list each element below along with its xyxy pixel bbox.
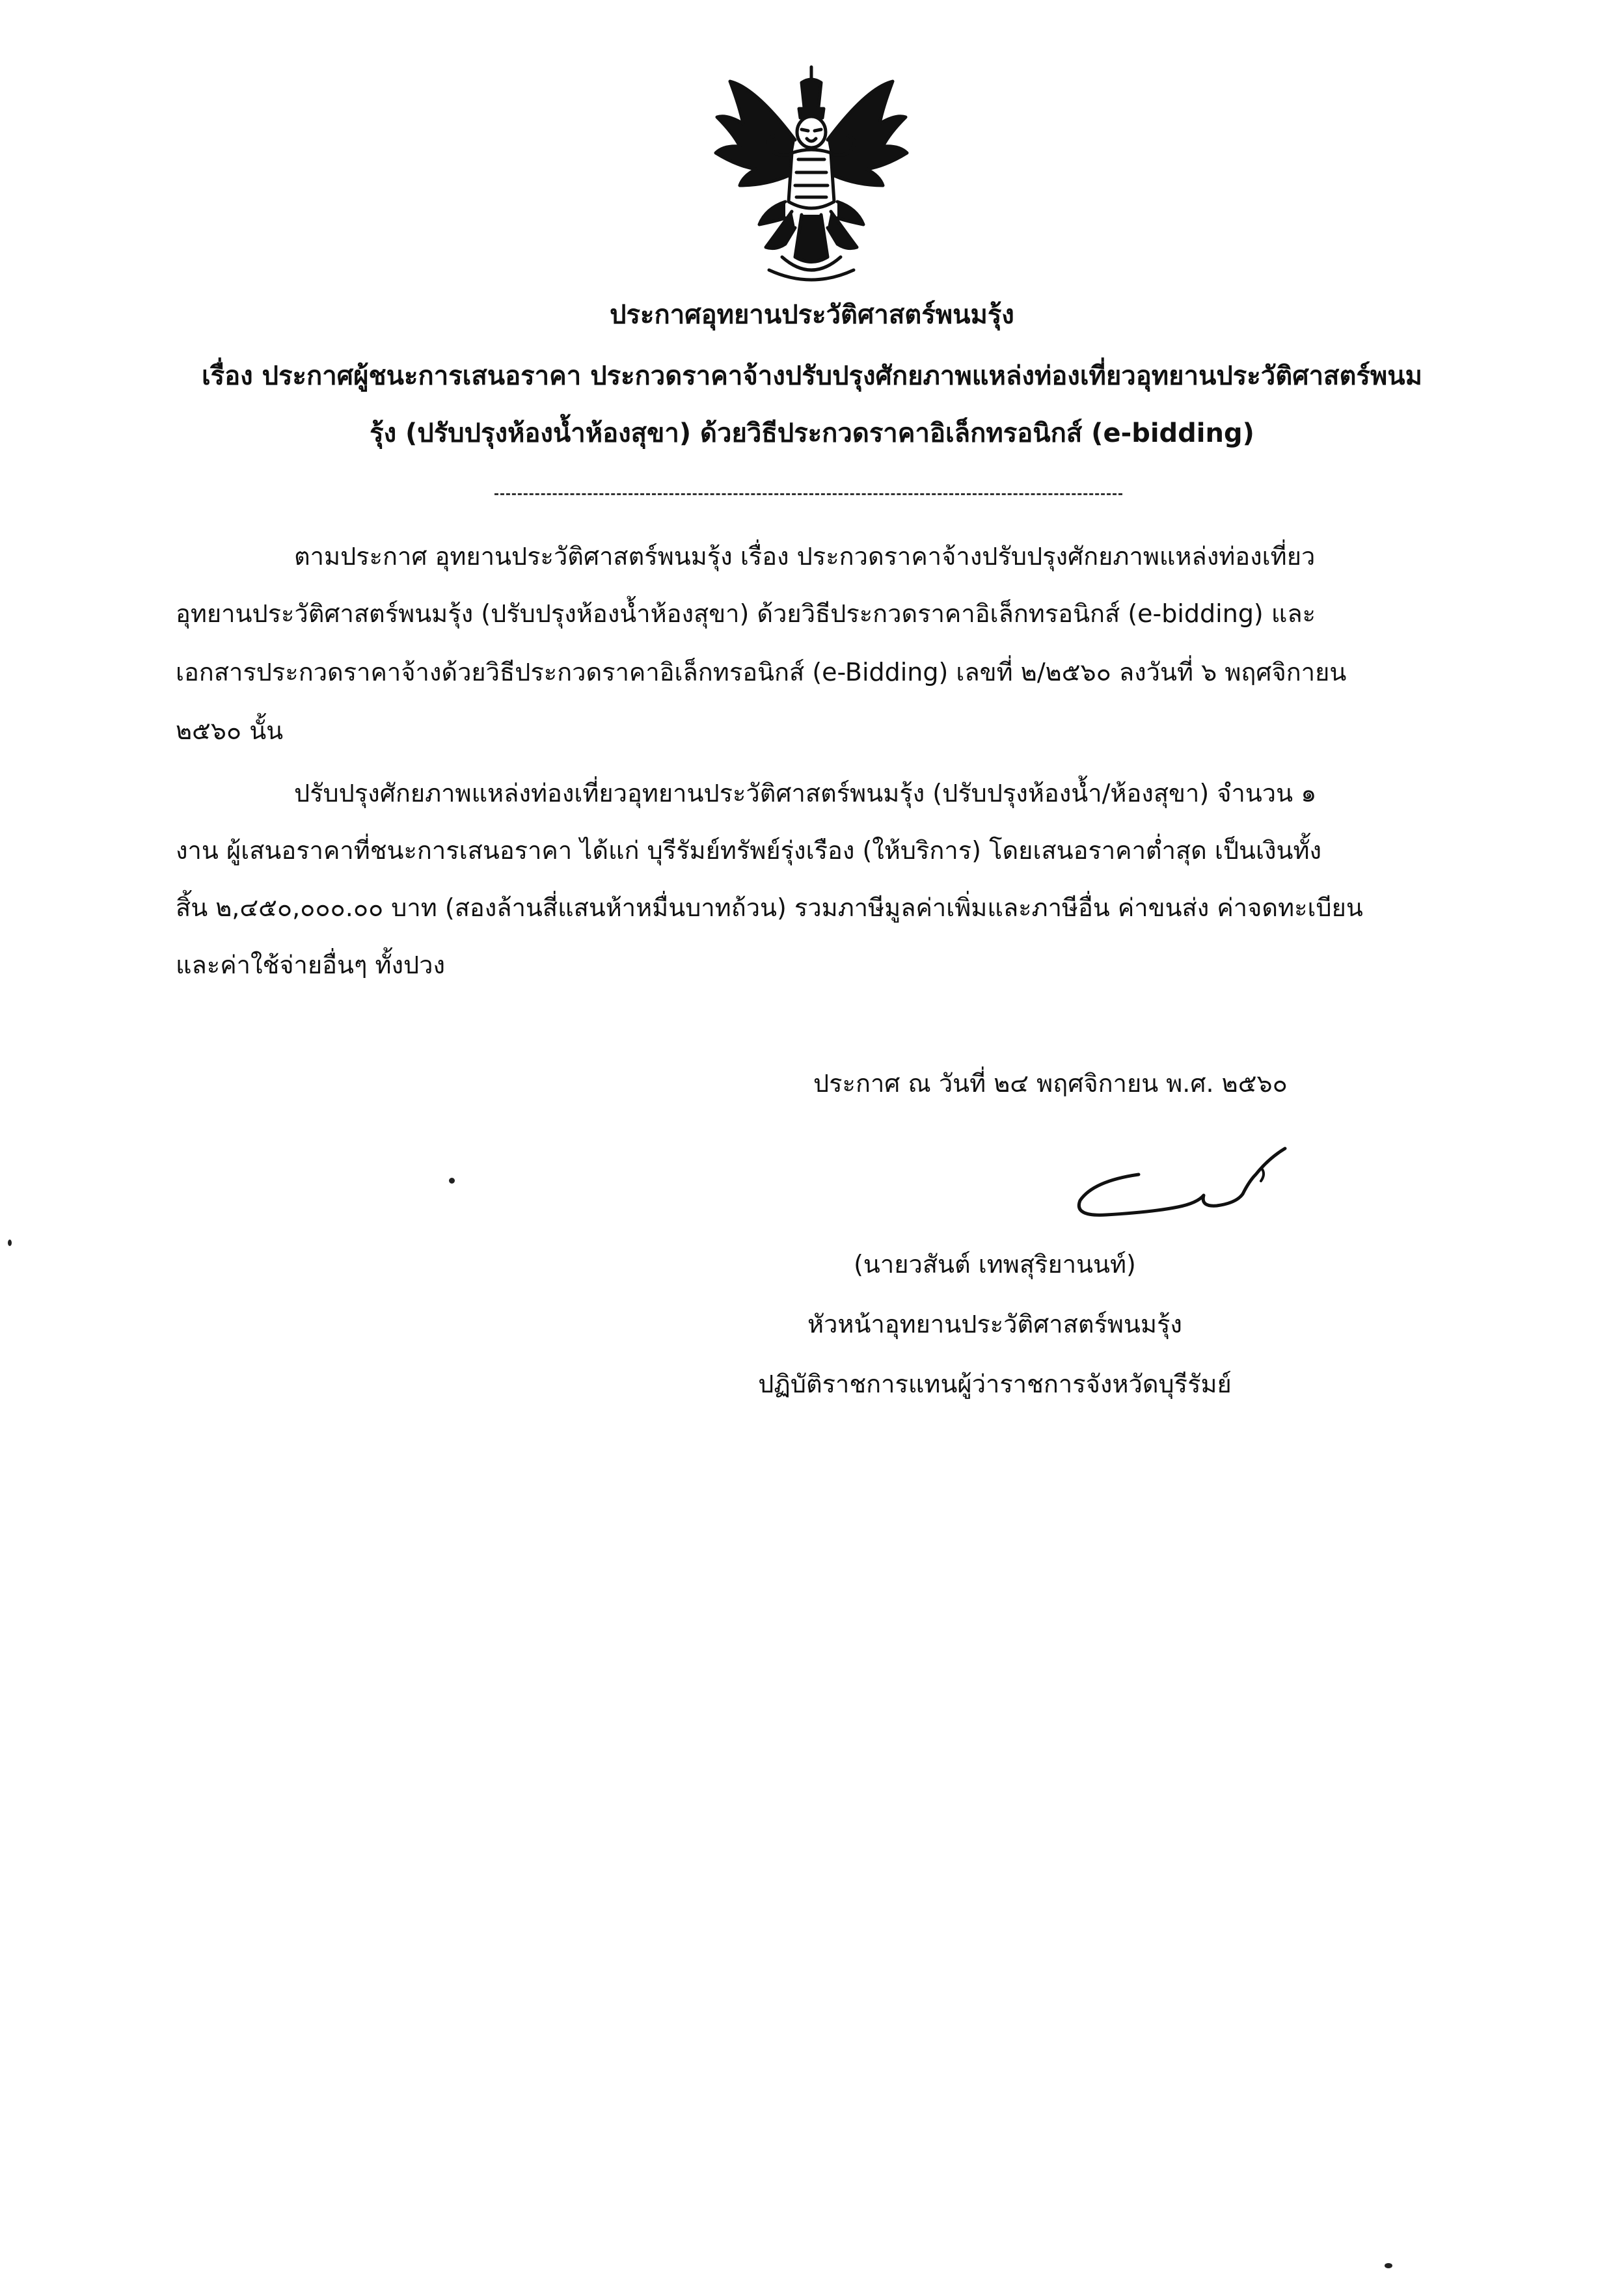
- scan-speck: [8, 1240, 12, 1246]
- dashed-divider: [494, 493, 1122, 495]
- signature-icon: [1067, 1135, 1301, 1233]
- paragraph1-line: อุทยานประวัติศาสตร์พนมรุ้ง (ปรับปรุงห้องน้ำห้องสุขา) ด้วยวิธีประกวดราคาอิเล็กทรอนิกส์ (e-bidding) และ: [176, 599, 1316, 628]
- paragraph1-line: ตามประกาศ อุทยานประวัติศาสตร์พนมรุ้ง เรื่อง ประกวดราคาจ้างปรับปรุงศักยภาพแหล่งท่องเที่ยว: [294, 542, 1316, 571]
- document-title: ประกาศอุทยานประวัติศาสตร์พนมรุ้ง: [610, 300, 1014, 330]
- signer-name: (นายวสันต์ เทพสุริยานนท์): [854, 1250, 1136, 1279]
- paragraph2-line: และค่าใช้จ่ายอื่นๆ ทั้งปวง: [176, 951, 446, 979]
- paragraph2-line: สิ้น ๒,๔๕๐,๐๐๐.๐๐ บาท (สองล้านสี่แสนห้าหมื่นบาทถ้วน) รวมภาษีมูลค่าเพิ่มและภาษีอื่น ค่าขนส่ง ค่าจดทะเบียน: [176, 893, 1363, 922]
- subject-line-2: รุ้ง (ปรับปรุงห้องน้ำห้องสุขา) ด้วยวิธีประกวดราคาอิเล็กทรอนิกส์ (e-bidding): [370, 418, 1254, 448]
- announcement-date: ประกาศ ณ วันที่ ๒๔ พฤศจิกายน พ.ศ. ๒๕๖๐: [813, 1069, 1288, 1098]
- signer-position-1: หัวหน้าอุทยานประวัติศาสตร์พนมรุ้ง: [807, 1310, 1182, 1338]
- paragraph2-line: งาน ผู้เสนอราคาที่ชนะการเสนอราคา ได้แก่ บุรีรัมย์ทรัพย์รุ่งเรือง (ให้บริการ) โดยเสนอราคาต่ำสุด เป็นเงินทั้ง: [176, 836, 1322, 865]
- paragraph1-line: ๒๕๖๐ นั้น: [176, 716, 284, 745]
- subject-line-1: เรื่อง ประกาศผู้ชนะการเสนอราคา ประกวดราคาจ้างปรับปรุงศักยภาพแหล่งท่องเที่ยวอุทยานประวัติศาสตร์พนม: [202, 361, 1422, 391]
- scan-speck: [1385, 2263, 1392, 2268]
- signer-position-2: ปฏิบัติราชการแทนผู้ว่าราชการจังหวัดบุรีรัมย์: [758, 1370, 1232, 1398]
- paragraph2-line: ปรับปรุงศักยภาพแหล่งท่องเที่ยวอุทยานประวัติศาสตร์พนมรุ้ง (ปรับปรุงห้องน้ำ/ห้องสุขา) จำนวน ๑: [294, 779, 1317, 808]
- paragraph1-line: เอกสารประกวดราคาจ้างด้วยวิธีประกวดราคาอิเล็กทรอนิกส์ (e-Bidding) เลขที่ ๒/๒๕๖๐ ลงวันที่ ๖ พฤศจิกายน: [176, 658, 1347, 686]
- scan-speck: [449, 1178, 455, 1184]
- garuda-emblem-icon: [704, 62, 919, 293]
